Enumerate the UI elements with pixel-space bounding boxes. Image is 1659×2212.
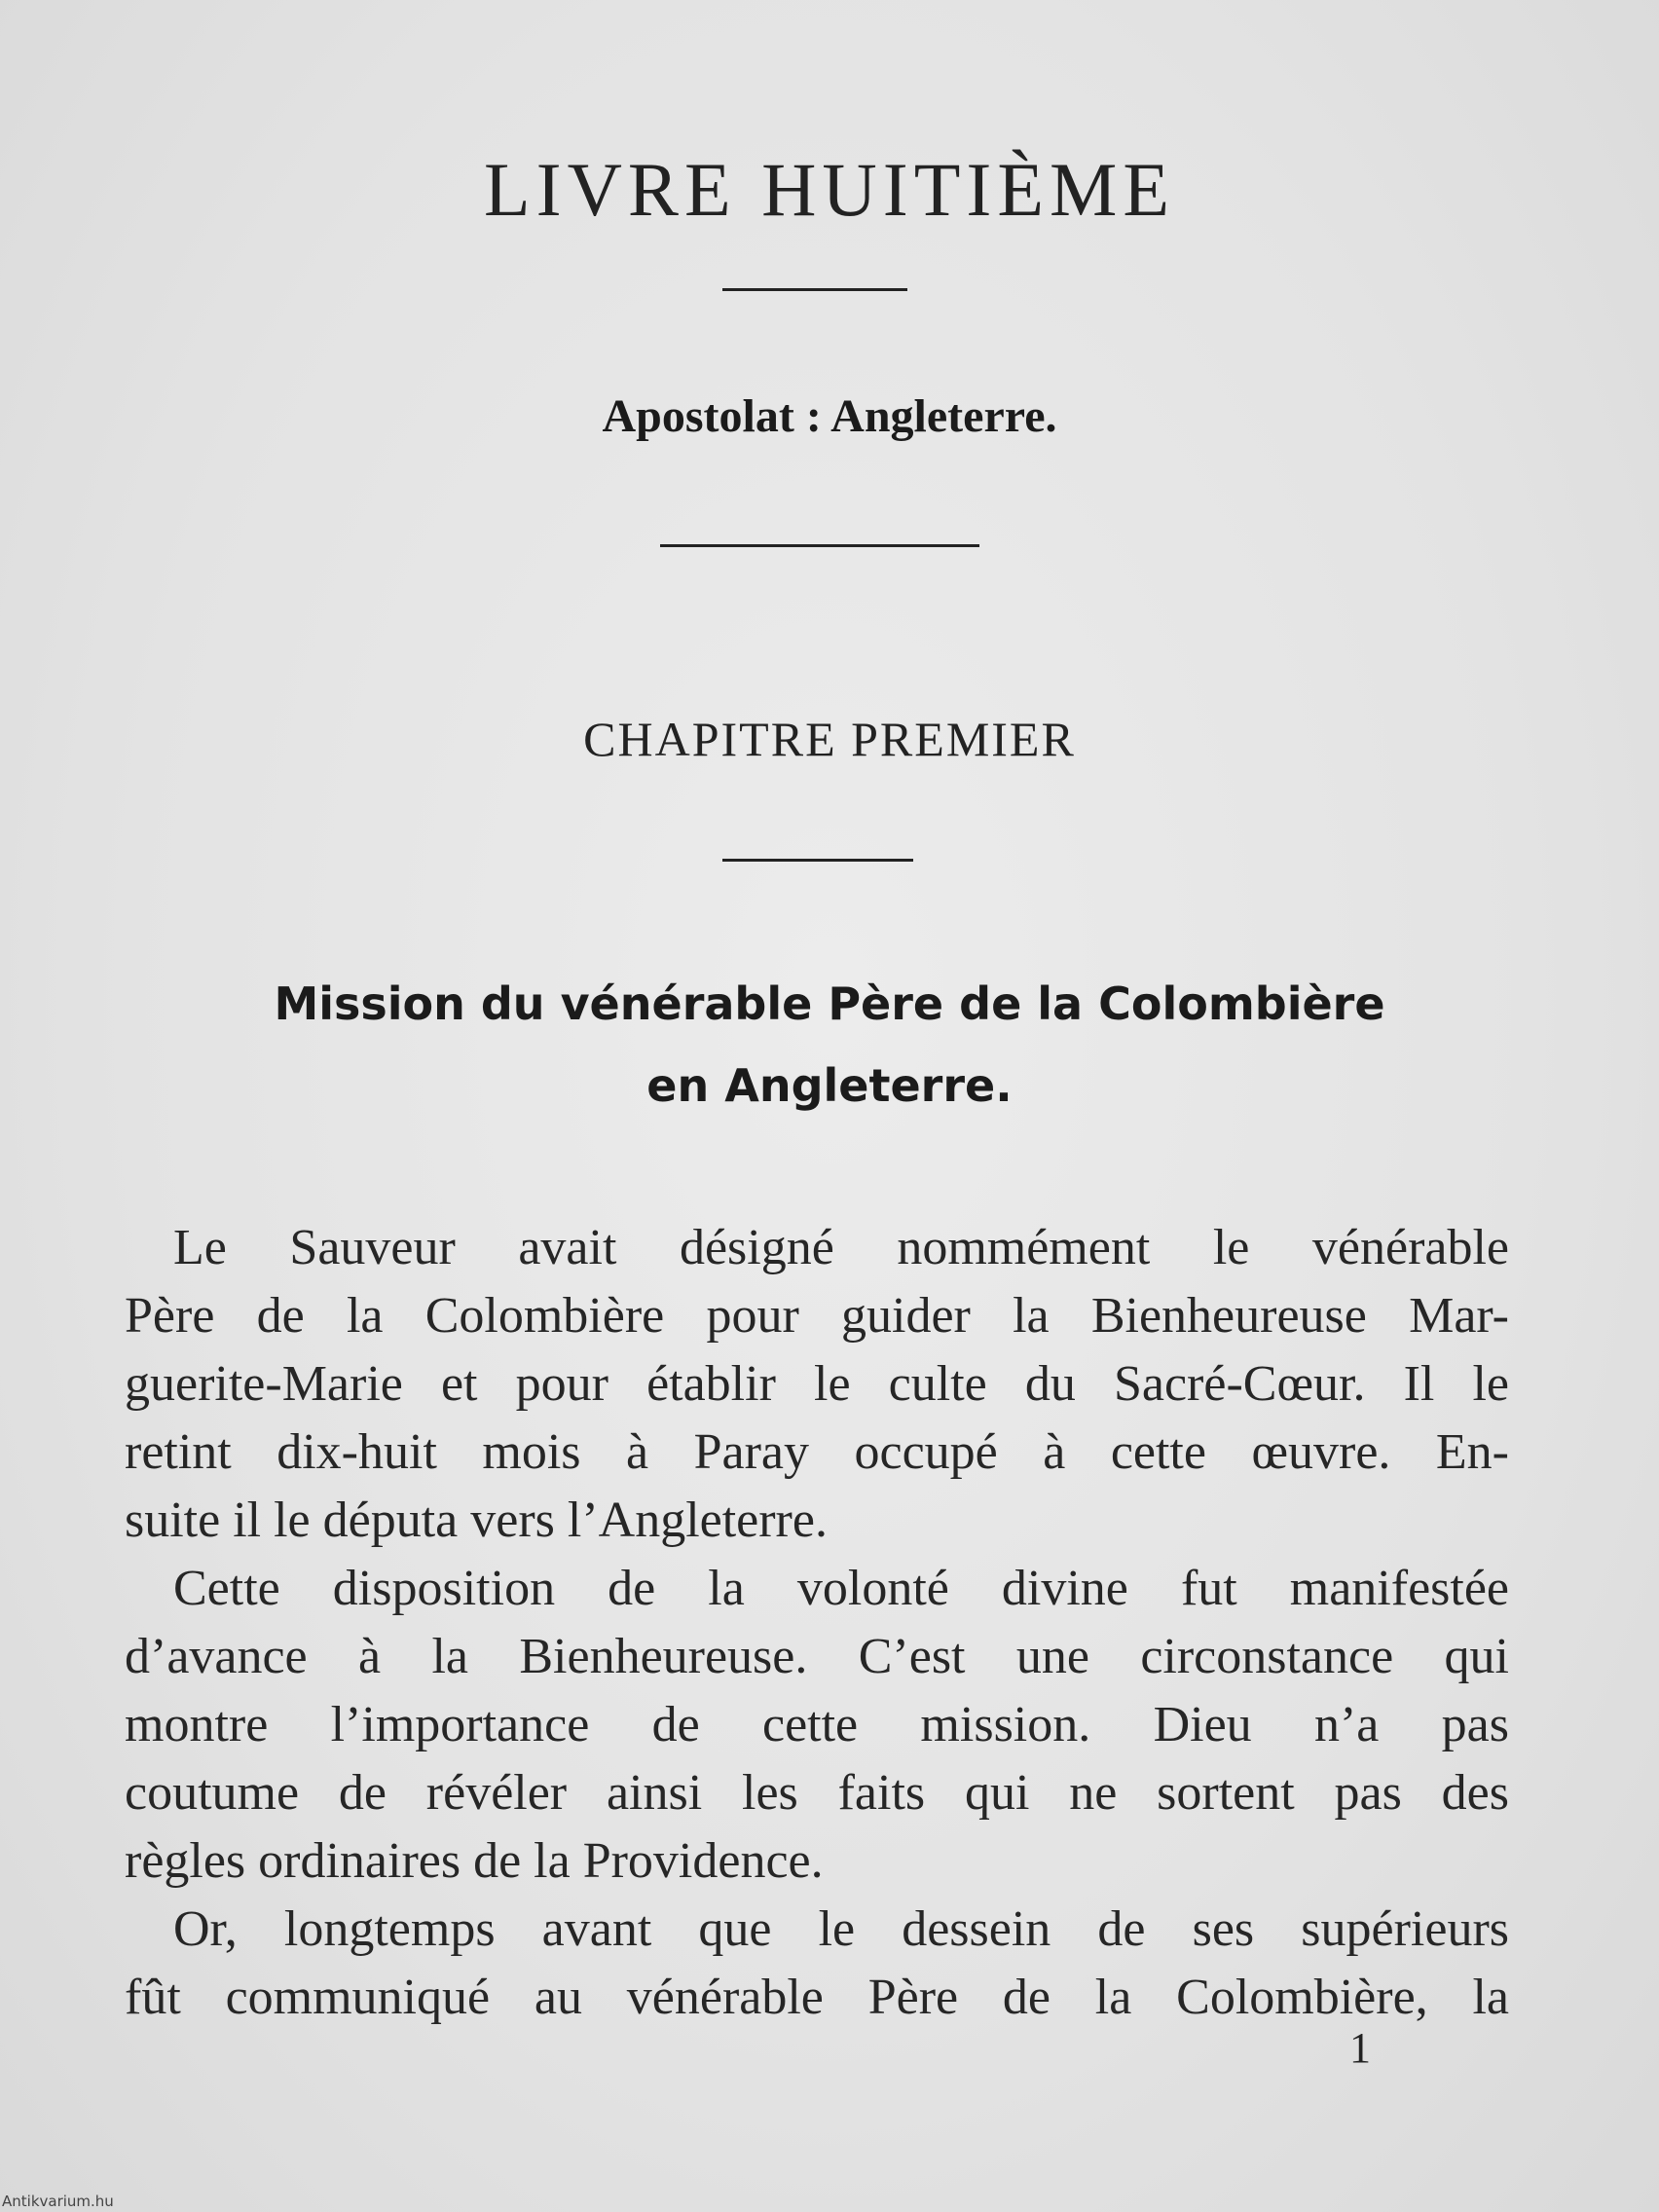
subtitle-rule bbox=[660, 544, 979, 547]
body-line: Père de la Colombière pour guider la Bienheureuse Mar- bbox=[125, 1288, 1509, 1344]
title-rule bbox=[722, 288, 907, 291]
chapter-rule bbox=[722, 859, 913, 862]
watermark: Antikvarium.hu bbox=[2, 2193, 114, 2210]
chapter-label: CHAPITRE PREMIER bbox=[583, 712, 1076, 766]
subtitle: Apostolat : Angleterre. bbox=[602, 390, 1057, 442]
book-title: LIVRE HUITIÈME bbox=[483, 147, 1176, 232]
body-line: retint dix-huit mois à Paray occupé à cette œuvre. En- bbox=[125, 1424, 1509, 1480]
body-line: Or, longtemps avant que le dessein de ses supérieurs bbox=[173, 1901, 1509, 1957]
chapter-heading-line-1: Mission du vénérable Père de la Colombière bbox=[274, 977, 1385, 1030]
body-line: Cette disposition de la volonté divine fut manifestée bbox=[173, 1561, 1509, 1616]
chapter-heading-line-2: en Angleterre. bbox=[646, 1059, 1013, 1112]
body-line: Le Sauveur avait désigné nommément le vénérable bbox=[173, 1220, 1509, 1275]
body-line: montre l’importance de cette mission. Dieu n’a pas bbox=[125, 1697, 1509, 1752]
body-line: règles ordinaires de la Providence. bbox=[125, 1833, 824, 1889]
body-line: d’avance à la Bienheureuse. C’est une circonstance qui bbox=[125, 1629, 1509, 1684]
page-number: 1 bbox=[1349, 2024, 1371, 2072]
body-line: suite il le députa vers l’Angleterre. bbox=[125, 1493, 828, 1548]
body-line: guerite-Marie et pour établir le culte du Sacré-Cœur. Il le bbox=[125, 1356, 1509, 1412]
body-line: fût communiqué au vénérable Père de la Colombière, la bbox=[125, 1970, 1509, 2025]
body-line: coutume de révéler ainsi les faits qui ne sortent pas des bbox=[125, 1765, 1509, 1821]
